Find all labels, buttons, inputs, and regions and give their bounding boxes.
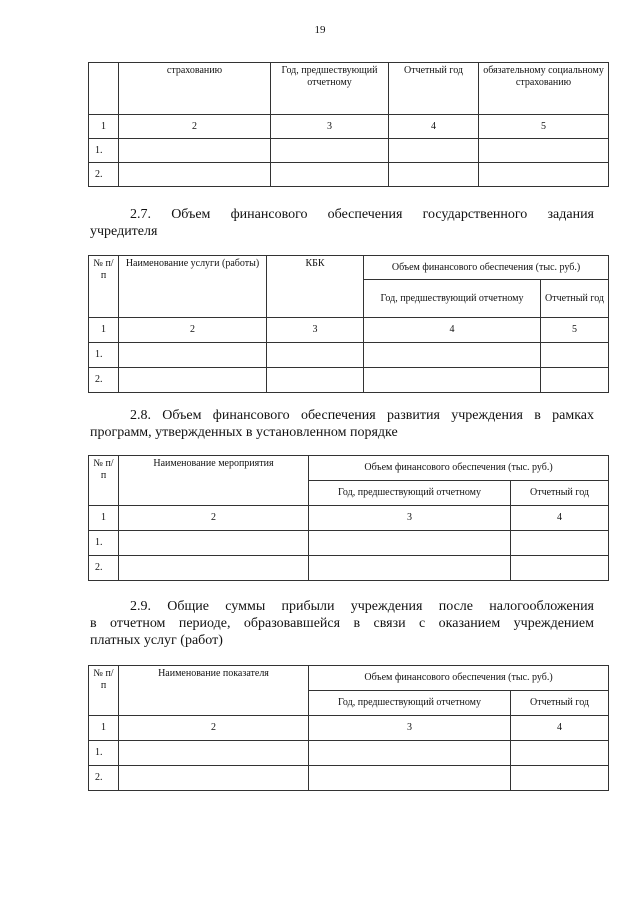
header-service-name: Наименование услуги (работы)	[119, 256, 267, 318]
header-number: № п/п	[89, 256, 119, 318]
table-cell[interactable]	[309, 531, 511, 556]
table-cell[interactable]	[511, 556, 609, 581]
column-number: 2	[119, 506, 309, 531]
table-cell[interactable]	[511, 766, 609, 791]
table-cell[interactable]	[511, 531, 609, 556]
header-prev-year: Год, предшествующий отчетному	[309, 691, 511, 716]
table-cell[interactable]	[267, 368, 364, 393]
table-row	[89, 741, 609, 766]
column-number: 3	[267, 318, 364, 343]
table-cell[interactable]	[511, 741, 609, 766]
column-number: 1	[89, 716, 119, 741]
column-number: 1	[89, 318, 119, 343]
table-continuation	[88, 62, 609, 187]
column-number: 4	[364, 318, 541, 343]
table1-header-cell: Отчетный год	[389, 63, 479, 115]
table-cell[interactable]	[309, 766, 511, 791]
row-number: 1.	[89, 741, 119, 766]
column-number: 1	[89, 115, 119, 139]
table-row	[89, 163, 609, 187]
row-number: 2.	[89, 556, 119, 581]
table-cell[interactable]	[271, 163, 389, 187]
section-2-8-heading: 2.8. Объем финансового обеспечения развития учреждения в рамках программ, утвержденных в установленном порядке	[90, 408, 594, 440]
header-prev-year: Год, предшествующий отчетному	[364, 280, 541, 318]
row-number: 1.	[89, 531, 119, 556]
table-cell[interactable]	[309, 556, 511, 581]
header-funding-group: Объем финансового обеспечения (тыс. руб.)	[309, 666, 609, 691]
row-number: 2.	[89, 766, 119, 791]
header-current-year: Отчетный год	[511, 691, 609, 716]
header-current-year: Отчетный год	[541, 280, 609, 318]
row-number: 1.	[89, 343, 119, 368]
table-cell[interactable]	[119, 343, 267, 368]
table-program-funding	[88, 455, 609, 581]
column-number: 2	[119, 115, 271, 139]
table-cell[interactable]	[541, 368, 609, 393]
table-row	[89, 139, 609, 163]
table-cell[interactable]	[541, 343, 609, 368]
table1-header-cell: обязательному социальному страхованию	[479, 63, 609, 115]
table-cell[interactable]	[119, 766, 309, 791]
page-number: 19	[314, 24, 326, 36]
header-funding-group: Объем финансового обеспечения (тыс. руб.)	[309, 456, 609, 481]
table-cell[interactable]	[267, 343, 364, 368]
column-number: 3	[271, 115, 389, 139]
table-profit-after-tax	[88, 665, 609, 791]
section-2-9-heading: 2.9. Общие суммы прибыли учреждения после налогообложения в отчетном периоде, образовавшейся в связи с оказанием учреждением платных услуг (работ)	[90, 599, 594, 648]
header-indicator-name: Наименование показателя	[119, 666, 309, 716]
header-prev-year: Год, предшествующий отчетному	[309, 481, 511, 506]
table-row	[89, 531, 609, 556]
header-current-year: Отчетный год	[511, 481, 609, 506]
row-number: 2.	[89, 368, 119, 393]
table-row	[89, 343, 609, 368]
row-number: 1.	[89, 139, 119, 163]
table-cell[interactable]	[119, 163, 271, 187]
header-number: № п/п	[89, 666, 119, 716]
table-cell[interactable]	[364, 343, 541, 368]
header-funding-group: Объем финансового обеспечения (тыс. руб.)	[364, 256, 609, 280]
table-row	[89, 368, 609, 393]
table-cell[interactable]	[364, 368, 541, 393]
table-cell[interactable]	[119, 741, 309, 766]
column-number: 2	[119, 318, 267, 343]
column-number: 4	[511, 506, 609, 531]
column-number: 1	[89, 506, 119, 531]
header-event-name: Наименование мероприятия	[119, 456, 309, 506]
table1-header-cell	[89, 63, 119, 115]
table-cell[interactable]	[271, 139, 389, 163]
table-cell[interactable]	[389, 139, 479, 163]
table-cell[interactable]	[119, 556, 309, 581]
header-number: № п/п	[89, 456, 119, 506]
table-cell[interactable]	[119, 531, 309, 556]
table1-header-cell: Год, предшествующий отчетному	[271, 63, 389, 115]
header-kbk: КБК	[267, 256, 364, 318]
table-cell[interactable]	[479, 139, 609, 163]
column-number: 3	[309, 716, 511, 741]
table-cell[interactable]	[119, 368, 267, 393]
column-number: 4	[389, 115, 479, 139]
column-number: 2	[119, 716, 309, 741]
column-number: 5	[479, 115, 609, 139]
table-cell[interactable]	[479, 163, 609, 187]
table-cell[interactable]	[309, 741, 511, 766]
table-cell[interactable]	[119, 139, 271, 163]
table1-header-cell: страхованию	[119, 63, 271, 115]
column-number: 3	[309, 506, 511, 531]
column-number: 5	[541, 318, 609, 343]
table-row	[89, 556, 609, 581]
row-number: 2.	[89, 163, 119, 187]
table-row	[89, 766, 609, 791]
table-cell[interactable]	[389, 163, 479, 187]
section-2-7-heading: 2.7. Объем финансового обеспечения государственного задания учредителя	[90, 207, 594, 239]
table-state-task-funding	[88, 255, 609, 393]
column-number: 4	[511, 716, 609, 741]
